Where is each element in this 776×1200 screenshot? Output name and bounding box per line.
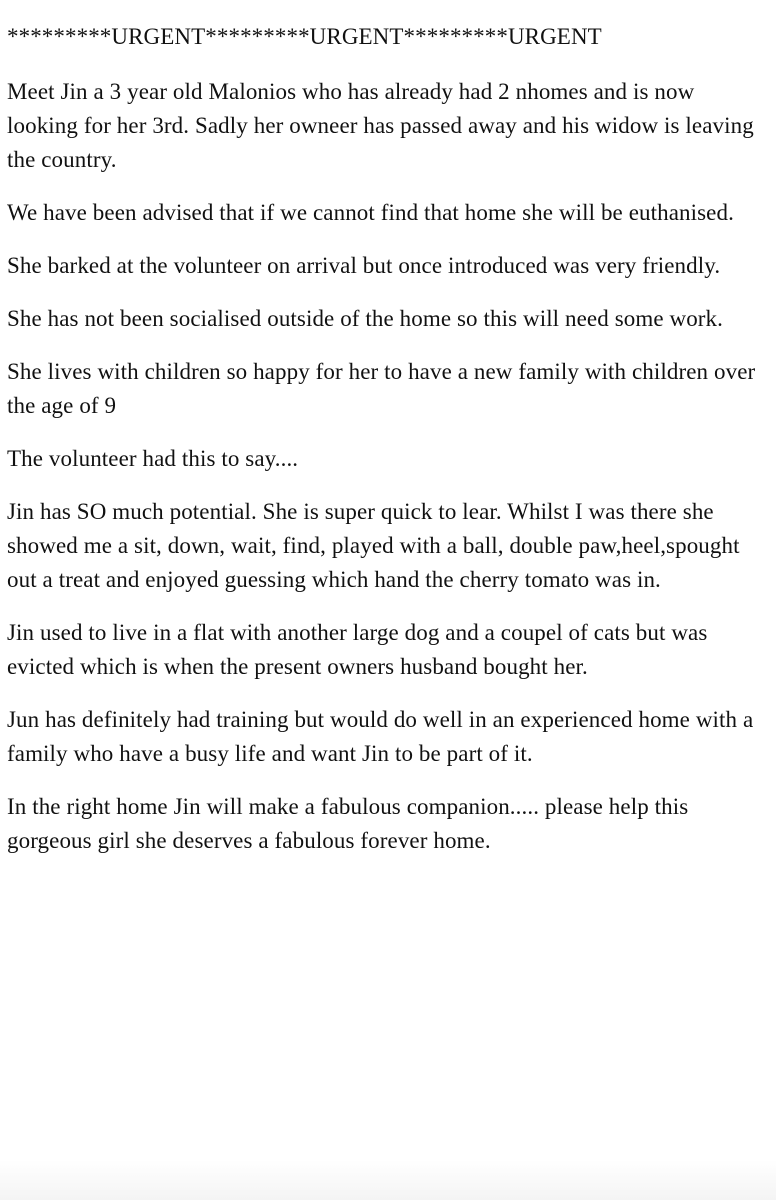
bottom-fade <box>0 1160 776 1200</box>
paragraph-volunteer-quote: Jin has SO much potential. She is super quick to lear. Whilst I was there she showed me a sit, down, wait, find, played with a ball, double paw,heel,spought out a treat and enjoyed guessing which hand the cherry tomato was in. <box>7 499 740 592</box>
paragraph-history: Jin used to live in a flat with another large dog and a coupel of cats but was evicted which is when the present owners husband bought her. <box>7 620 708 679</box>
document-body <box>7 20 767 877</box>
paragraph-socialisation: She has not been socialised outside of the home so this will need some work. <box>7 306 724 331</box>
paragraph-euthanasia-warning: We have been advised that if we cannot find that home she will be euthanised. <box>7 200 734 225</box>
paragraph-closing-appeal: In the right home Jin will make a fabulous companion..... please help this gorgeous girl she deserves a fabulous forever home. <box>7 794 689 853</box>
paragraph-training: Jun has definitely had training but would do well in an experienced home with a family who have a busy life and want Jin to be part of it. <box>7 707 754 766</box>
paragraph-children: She lives with children so happy for her to have a new family with children over the age of 9 <box>7 359 756 418</box>
urgent-heading: *********URGENT*********URGENT*********URGENT <box>7 24 602 49</box>
paragraph-volunteer-intro: The volunteer had this to say.... <box>7 446 299 471</box>
paragraph-intro: Meet Jin a 3 year old Malonios who has already had 2 nhomes and is now looking for her 3rd. Sadly her owneer has passed away and his widow is leaving the country. <box>7 79 754 172</box>
paragraph-temperament: She barked at the volunteer on arrival but once introduced was very friendly. <box>7 253 721 278</box>
